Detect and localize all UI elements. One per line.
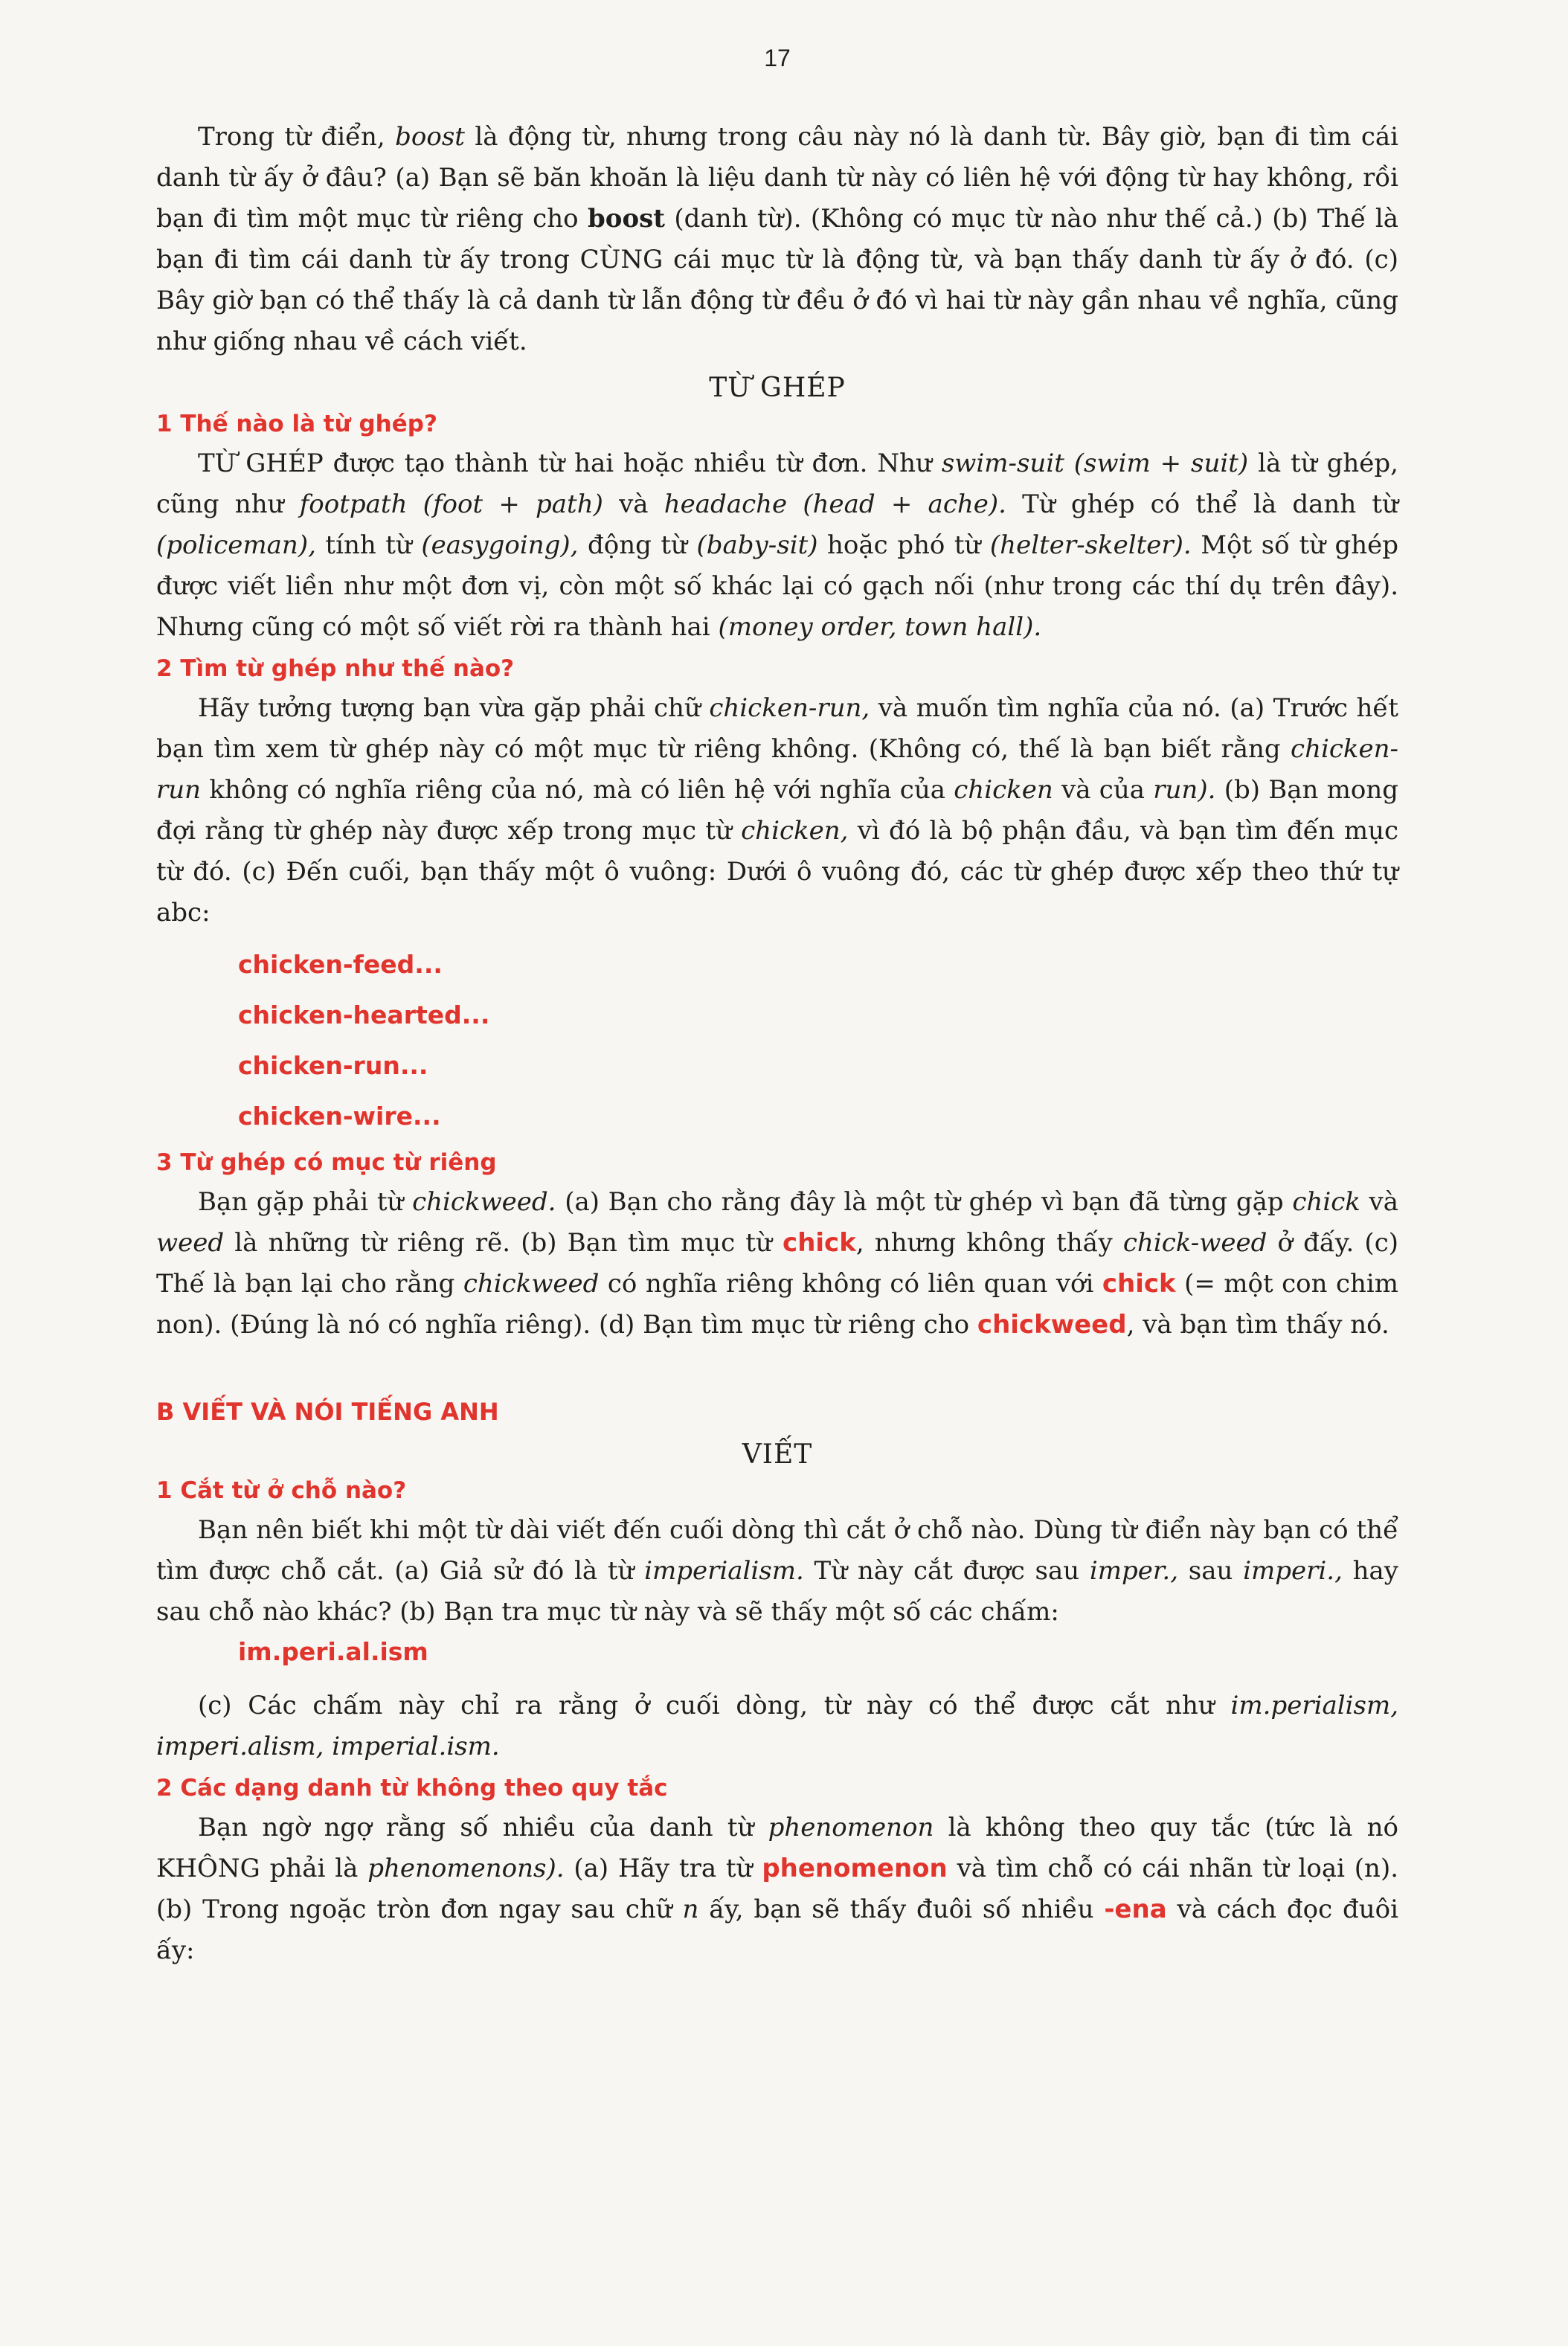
text: (b) Bạn mong đợi rằng từ ghép này được xếp trong mục từ [156,775,1399,846]
text: (a) Bạn cho rằng đây là một từ ghép vì bạn đã từng gặp [565,1187,1284,1217]
red-headword: chick [1102,1269,1176,1299]
italic-word: phenomenon [768,1813,934,1842]
text: động từ [588,530,687,560]
italic-word: phenomenons). [367,1854,565,1883]
page-number: 17 [764,45,791,71]
compound-paragraph-2 [156,688,1398,933]
compound-heading-3: 3 Từ ghép có mục từ riêng [156,1149,497,1176]
text: có nghĩa riêng không có liên quan với [607,1269,1094,1299]
italic-word: chicken-run [156,734,1399,805]
writing-heading-2: 2 Các dạng danh từ không theo quy tắc [156,1775,668,1802]
italic-word: (money order, town hall). [718,612,1042,642]
red-headword: chick [783,1228,856,1258]
text: ở đấy. (c) Thế là bạn lại cho rằng [156,1228,1398,1299]
writing-heading-1: 1 Cắt từ ở chỗ nào? [156,1477,407,1504]
italic-word: weed [156,1228,225,1258]
red-headword: chickweed [977,1310,1127,1340]
writing-paragraph-1 [156,1510,1398,1633]
italic-word: (baby-sit) [696,530,818,560]
text: Trong từ điển, [198,122,385,152]
italic-word: imperi., [1243,1556,1343,1586]
example-item: chicken-wire... [238,1102,441,1131]
intro-paragraph [156,117,1398,362]
syllable-example: im.peri.al.ism [238,1637,428,1666]
text: TỪ GHÉP được tạo thành từ hai hoặc nhiều từ đơn. Như [198,449,932,478]
text: Bạn ngờ ngợ rằng số nhiều của danh từ [198,1813,754,1842]
italic-word: run). [1153,775,1216,805]
italic-word: chickweed. [412,1187,556,1217]
text: ấy, bạn sẽ thấy đuôi số nhiều [709,1895,1094,1924]
text: là không theo quy tắc (tức là nó KHÔNG phải là [156,1813,1398,1883]
text: , nhưng không thấy [855,1228,1113,1258]
italic-word: imper., [1089,1556,1179,1586]
italic-word: im.perialism, imperi.alism, imperial.ism. [156,1691,1398,1761]
text: (c) Các chấm này chỉ ra rằng ở cuối dòng, từ này có thể được cắt như [198,1691,1215,1720]
text: Từ ghép có thể là danh từ [1022,489,1398,519]
text: Một số từ ghép được viết liền như một đơn vị, còn một số khác lại có gạch nối (như trong các thí dụ trên đây). Nhưng cũng có một số viết rời ra thành hai [156,530,1399,642]
italic-word: footpath (foot + path) [299,489,603,519]
italic-word: (easygoing), [421,530,579,560]
compound-example-list [238,939,1398,1142]
italic-word: chicken-run, [709,693,870,723]
example-item: chicken-hearted... [238,1000,490,1029]
compound-title: TỪ GHÉP [709,373,846,403]
text: và [1369,1187,1399,1217]
italic-word: chick [1292,1187,1360,1217]
writing-title: VIẾT [742,1439,813,1470]
text: hoặc phó từ [827,530,981,560]
compound-heading-2: 2 Tìm từ ghép như thế nào? [156,655,515,682]
writing-paragraph-2 [156,1807,1398,1971]
compound-paragraph-3 [156,1182,1398,1346]
text: và [619,489,649,519]
text: là những từ riêng rẽ. (b) Bạn tìm mục từ [234,1228,772,1258]
italic-word: chicken, [741,816,849,846]
italic-word: (helter-skelter). [989,530,1192,560]
text: Hãy tưởng tượng bạn vừa gặp phải chữ [198,693,701,723]
red-headword: phenomenon [762,1854,948,1883]
text: (= một con chim non). (Đúng là nó có nghĩa riêng). (d) Bạn tìm mục từ riêng cho [156,1269,1399,1340]
italic-word: boost [395,122,465,152]
text: vì đó là bộ phận đầu, và bạn tìm đến mục từ đó. (c) Đến cuối, bạn thấy một ô vuông: Dưới ô vuông đó, các từ ghép được xếp theo thứ tự abc: [156,816,1399,928]
italic-word: chicken [954,775,1053,805]
text: sau [1188,1556,1233,1586]
text: không có nghĩa riêng của nó, mà có liên hệ với nghĩa của [209,775,945,805]
writing-paragraph-1b [156,1685,1398,1767]
text: là từ ghép, cũng như [156,449,1398,519]
text: và của [1061,775,1145,805]
text: là động từ, nhưng trong câu này nó là danh từ. Bây giờ, bạn đi tìm cái danh từ ấy ở đâu? (a) Bạn sẽ băn khoăn là liệu danh từ này có liên hệ với động từ hay không, rồi bạn đi tìm một mục từ riêng cho [156,122,1399,234]
text: (danh từ). (Không có mục từ nào như thế cả.) (b) Thế là bạn đi tìm cái danh từ ấy trong CÙNG cái mục từ là động từ, và bạn thấy danh từ ấy ở đó. (c) Bây giờ bạn có thể thấy là cả danh từ lẫn động từ đều ở đó vì hai từ này gần nhau về nghĩa, cũng như giống nhau về cách viết. [156,204,1398,356]
compound-paragraph-1 [156,443,1398,648]
example-item: chicken-feed... [238,950,443,979]
text: (a) Hãy tra từ [573,1854,753,1883]
text: Từ này cắt được sau [814,1556,1080,1586]
italic-word: chick-weed [1122,1228,1267,1258]
dictionary-page [156,45,1398,1976]
text: và cách đọc đuôi ấy: [156,1895,1399,1965]
text: Bạn gặp phải từ [198,1187,404,1217]
text: và tìm chỗ có cái nhãn từ loại (n). (b) Trong ngoặc tròn đơn ngay sau chữ [156,1854,1399,1924]
italic-word: swim-suit (swim + suit) [941,449,1249,478]
italic-word: (policeman), [156,530,316,560]
text: , và bạn tìm thấy nó. [1126,1310,1389,1340]
text: và muốn tìm nghĩa của nó. (a) Trước hết bạn tìm xem từ ghép này có một mục từ riêng không. (Không có, thế là bạn biết rằng [156,693,1398,764]
italic-word: n [682,1895,699,1924]
text: Bạn nên biết khi một từ dài viết đến cuối dòng thì cắt ở chỗ nào. Dùng từ điển này bạn có thể tìm được chỗ cắt. (a) Giả sử đó là từ [156,1515,1398,1586]
section-b-heading: B VIẾT VÀ NÓI TIẾNG ANH [156,1398,499,1426]
italic-word: chickweed [463,1269,600,1299]
italic-word: imperialism. [644,1556,804,1586]
text: tính từ [325,530,412,560]
compound-heading-1: 1 Thế nào là từ ghép? [156,411,437,437]
bold-headword: boost [588,204,665,234]
text: hay sau chỗ nào khác? (b) Bạn tra mục từ này và sẽ thấy một số các chấm: [156,1556,1399,1627]
red-headword: -ena [1104,1895,1167,1924]
italic-word: headache (head + ache). [663,489,1006,519]
example-item: chicken-run... [238,1051,428,1080]
